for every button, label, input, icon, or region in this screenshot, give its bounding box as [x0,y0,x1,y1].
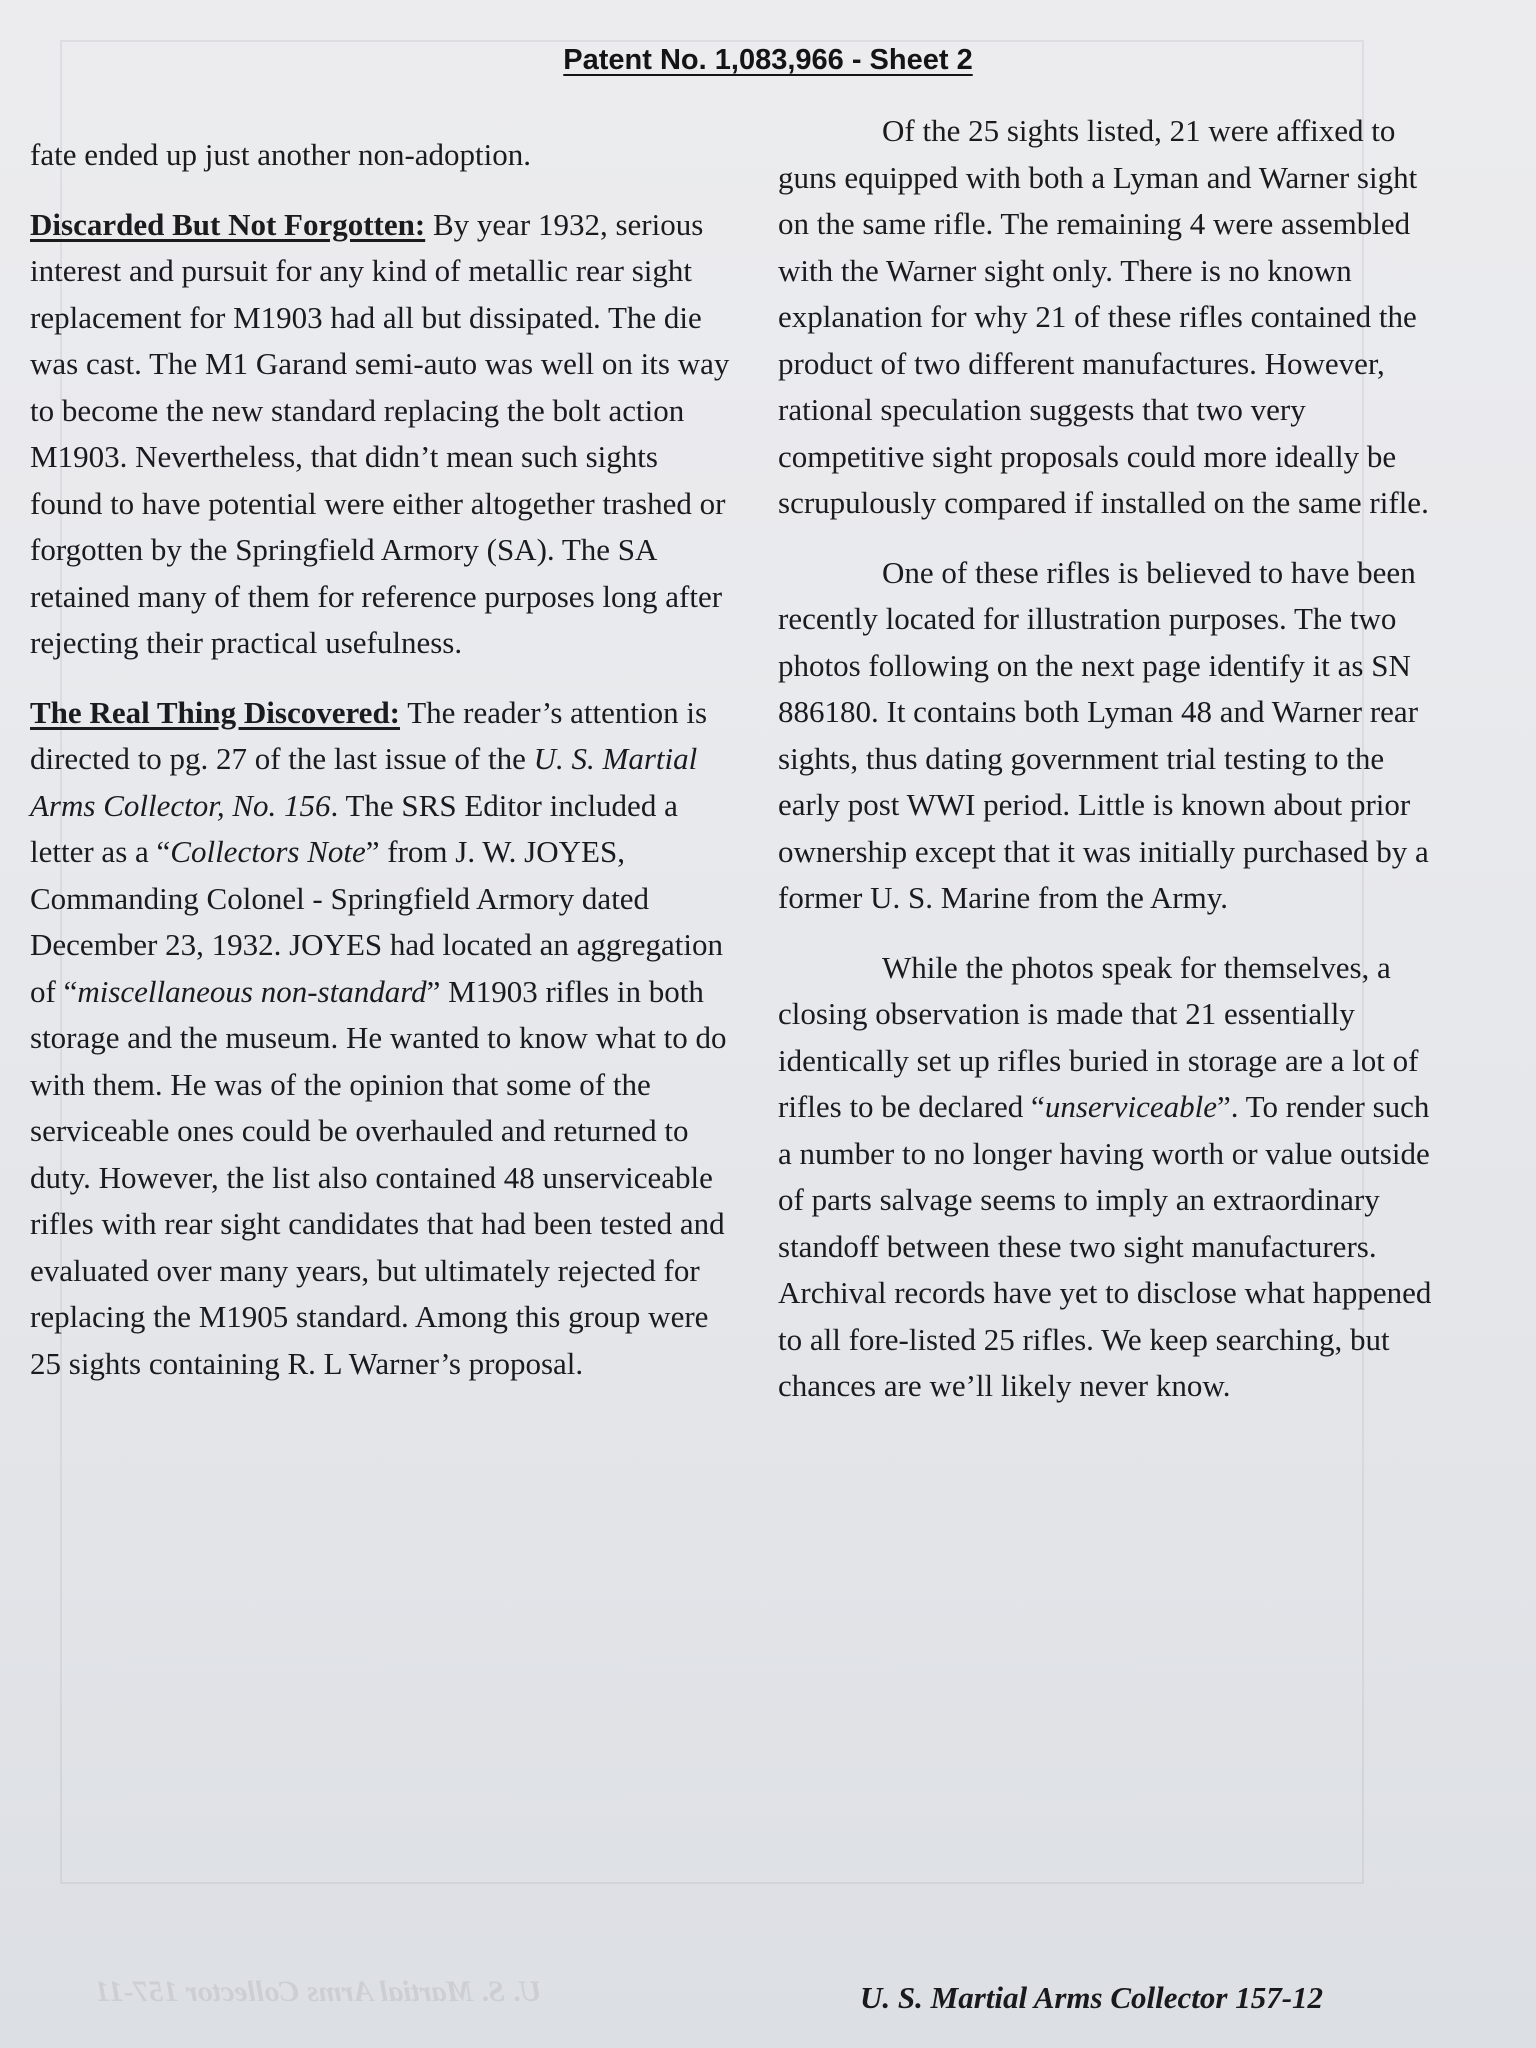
paragraph-text: Of the 25 sights listed, 21 were affixed to guns equipped with both a Lyman and Warner sight on the same rifle. The remaining 4 were assembled with the Warner sight only. There is no known explanation for why 21 of these rifles contained the product of two different manufactures. However, rational speculation suggests that two very competitive sight proposals could more ideally be scrupulously compared if installed on the same rifle. [778,113,1429,520]
paragraph-text: ” from J. W. JOYES, Commanding Colonel - Springfield Armory dated December 23, 1932. JOYES had located an aggregation of “ [30,834,723,1009]
page-footer: U. S. Martial Arms Collector 157-12 [860,1980,1324,2015]
paragraph-text: One of these rifles is believed to have been recently located for illustration purposes. The two photos following on the next page identify it as SN 886180. It contains both Lyman 48 and Warner rear sights, thus dating government trial testing to the early post WWI period. Little is known about prior ownership except that it was initially purchased by a former U. S. Marine from the Army. [778,554,1429,915]
quoted-phrase: unserviceable [1044,1089,1217,1124]
paragraph-rifle-located [778,550,1438,922]
paragraph-text: . The SRS Editor included a letter as a “ [30,787,678,869]
paragraph-continuation [30,132,730,179]
left-column [30,132,730,1410]
quoted-phrase: Collectors Note [170,834,366,869]
section-heading-discarded: Discarded But Not Forgotten: [30,206,426,242]
paragraph-closing [778,945,1438,1410]
publication-title: U. S. Martial Arms Collector, No. 156 [30,741,698,823]
bleed-through-footer: U. S. Martial Arms Collector 157-11 [95,1975,542,2008]
paragraph-text: fate ended up just another non-adoption. [30,137,532,172]
paragraph-sights-listed [778,108,1438,527]
paragraph-text: ”. To render such a number to no longer having worth or value outside of parts salvage seems to imply an extraordinary standoff between these two sight manufacturers. Archival records have yet to disclose what happened to all fore-listed 25 rifles. We keep searching, but chances are we’ll likely never know. [778,1089,1432,1403]
paragraph-real-thing [30,690,730,1388]
section-heading-real-thing: The Real Thing Discovered: [30,694,401,730]
paragraph-text: The reader’s attention is directed to pg. 27 of the last issue of the [30,694,708,776]
quoted-phrase: miscellaneous non-standard [77,973,427,1009]
right-column [778,108,1438,1433]
paragraph-text: By year 1932, serious interest and pursuit for any kind of metallic rear sight replacement for M1903 had all but dissipated. The die was cast. The M1 Garand semi-auto was well on its way to become the new standard replacing the bolt action M1903. Nevertheless, that didn’t mean such sights found to have potential were either altogether trashed or forgotten by the Springfield Armory (SA). The SA retained many of them for reference purposes long after rejecting their practical usefulness. [30,206,730,660]
page-title: Patent No. 1,083,966 - Sheet 2 [563,44,973,76]
paragraph-discarded [30,202,730,667]
paragraph-text: While the photos speak for themselves, a closing observation is made that 21 essentially identically set up rifles buried in storage are a lot of rifles to be declared “ [778,949,1419,1124]
paragraph-text: ” M1903 rifles in both storage and the museum. He wanted to know what to do with them. He was of the opinion that some of the serviceable ones could be overhauled and returned to duty. However, the list also contained 48 unserviceable rifles with rear sight candidates that had been tested and evaluated over many years, but ultimately rejected for replacing the M1905 standard. Among this group were 25 sights containing R. L Warner’s proposal. [30,973,727,1381]
